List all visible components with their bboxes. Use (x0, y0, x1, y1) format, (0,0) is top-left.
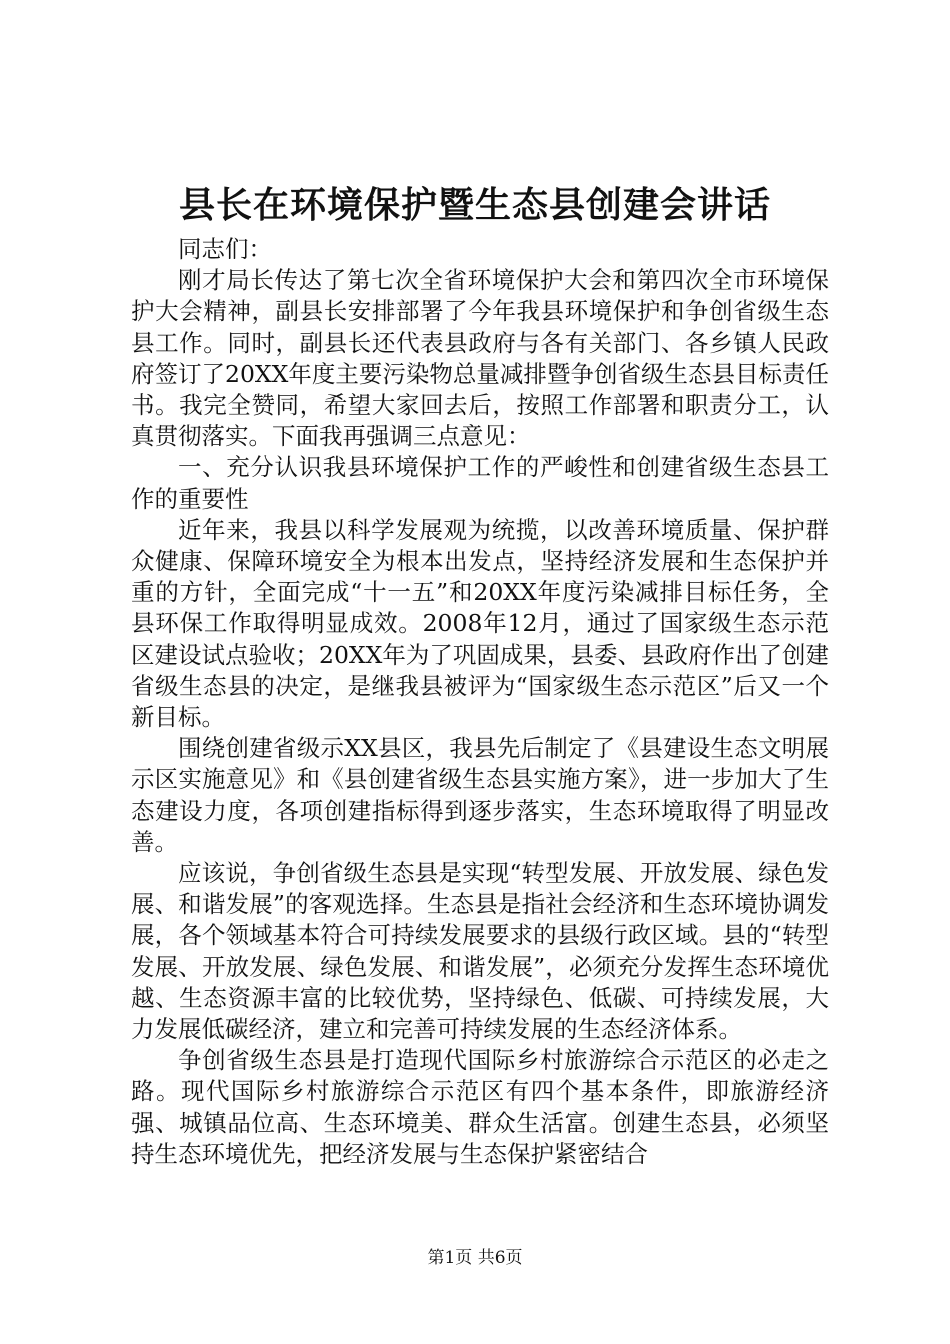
section-heading: 一、充分认识我县环境保护工作的严峻性和创建省级生态县工作的重要性 (131, 453, 829, 513)
body-paragraph: 应该说，争创省级生态县是实现“转型发展、开放发展、绿色发展、和谐发展”的客观选择。生态县是指社会经济和生态环境协调发展，各个领域基本符合可持续发展要求的县级行政区域。县的“转型发展、开放发展、绿色发展、和谐发展”，必须充分发挥生态环境优越、生态资源丰富的比较优势，坚持绿色、低碳、可持续发展，大力发展低碳经济，建立和完善可持续发展的生态经济体系。 (131, 859, 829, 1044)
page-number-footer: 第1页 共6页 (427, 1248, 523, 1268)
body-paragraph: 刚才局长传达了第七次全省环境保护大会和第四次全市环境保护大会精神，副县长安排部署了今年我县环境保护和争创省级生态县工作。同时，副县长还代表县政府与各有关部门、各乡镇人民政府签订了20XX年度主要污染物总量减排暨争创省级生态县目标责任书。我完全赞同，希望大家回去后，按照工作部署和职责分工，认真贯彻落实。下面我再强调三点意见： (131, 266, 829, 451)
body-paragraph: 近年来，我县以科学发展观为统揽，以改善环境质量、保护群众健康、保障环境安全为根本出发点，坚持经济发展和生态保护并重的方针，全面完成“十一五”和20XX年度污染减排目标任务，全县环保工作取得明显成效。2008年12月，通过了国家级生态示范区建设试点验收；20XX年为了巩固成果，县委、县政府作出了创建省级生态县的决定，是继我县被评为“国家级生态示范区”后又一个新目标。 (131, 515, 829, 732)
body-paragraph: 围绕创建省级示XX县区，我县先后制定了《县建设生态文明展示区实施意见》和《县创建省级生态县实施方案》，进一步加大了生态建设力度，各项创建指标得到逐步落实，生态环境取得了明显改善。 (131, 734, 829, 856)
body-paragraph: 争创省级生态县是打造现代国际乡村旅游综合示范区的必走之路。现代国际乡村旅游综合示范区有四个基本条件，即旅游经济强、城镇品位高、生态环境美、群众生活富。创建生态县，必须坚持生态环境优先，把经济发展与生态保护紧密结合 (131, 1046, 829, 1168)
salutation-paragraph: 同志们： (178, 235, 272, 263)
document-title: 县长在环境保护暨生态县创建会讲话 (178, 184, 771, 226)
document-body (131, 234, 829, 1170)
